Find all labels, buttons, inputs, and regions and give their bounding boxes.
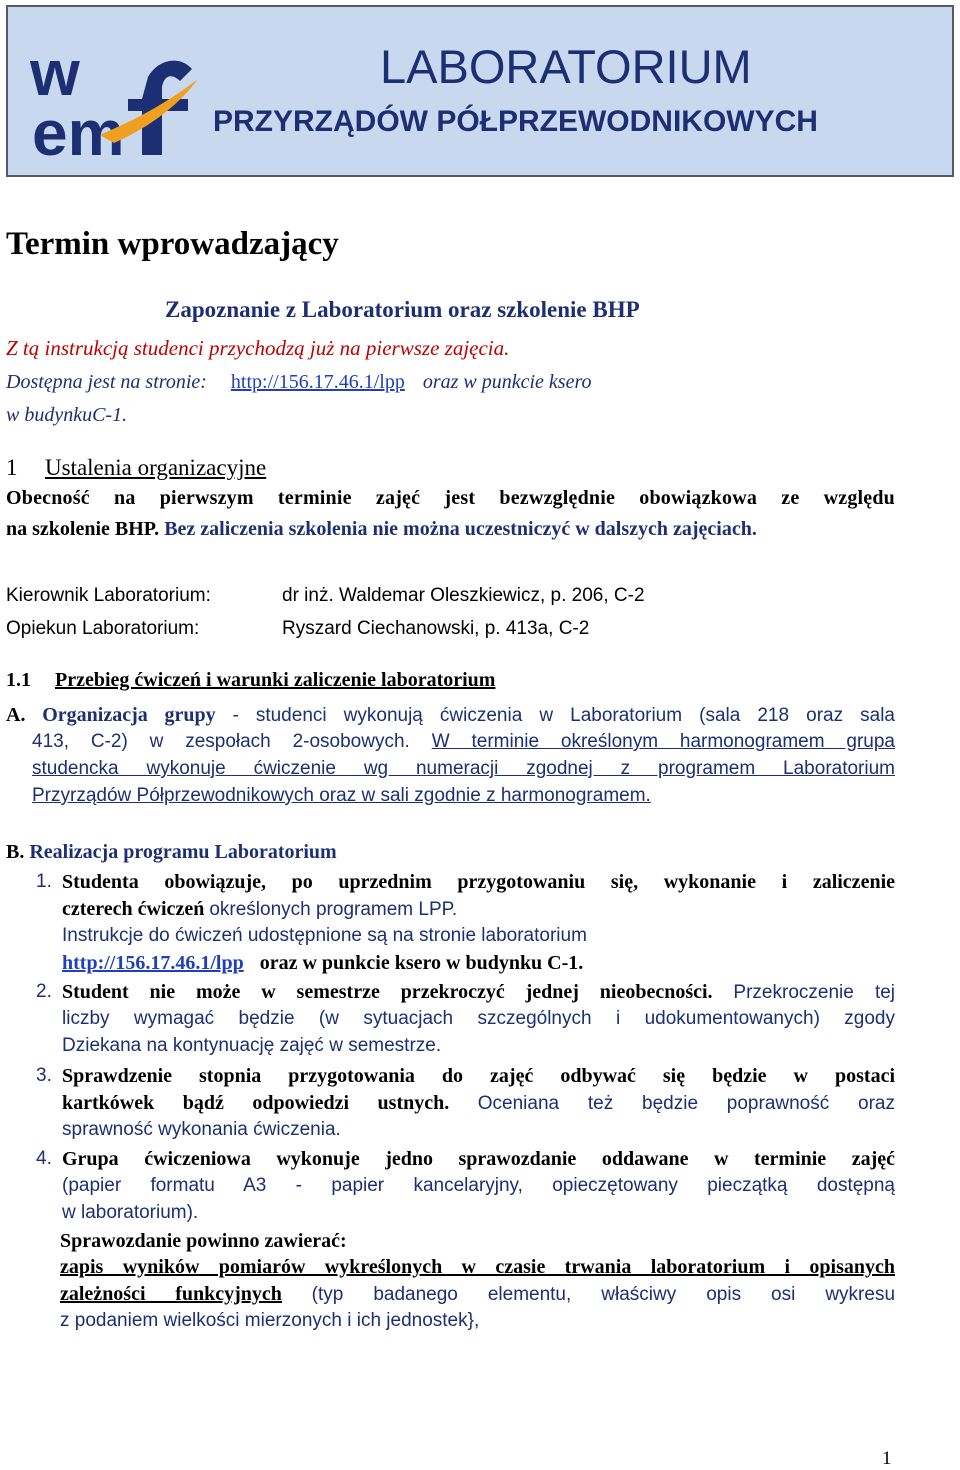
availability-suffix: oraz w punkcie ksero [422, 371, 592, 393]
item-2-exceed: Przekroczenie tej [733, 982, 896, 1003]
item-3-grading: Oceniana też będzie poprawność oraz [477, 1093, 895, 1114]
logo-letters-emf: em [32, 97, 125, 161]
item-1-program: określonych programem LPP. [209, 899, 458, 920]
lab-head-value: dr inż. Waldemar Oleszkiewicz, p. 206, C-2 [282, 585, 645, 606]
report-line-3: z podaniem wielkości mierzonych i ich jednostek}, [60, 1310, 480, 1331]
notice-text: Z tą instrukcją studenci przychodzą już na pierwsze zajęcia. [6, 336, 510, 360]
report-axis-description: (typ badanego elementu, właściwy opis osi wykresu [311, 1284, 896, 1305]
program-heading [6, 841, 337, 864]
item-1-line-4 [62, 952, 583, 975]
availability-prefix: Dostępna jest na stronie: [6, 371, 207, 393]
attendance-requirement: Bez zaliczenia szkolenia nie można uczestniczyć w dalszych zajęciach. [164, 518, 757, 540]
attendance-line-1: Obecność na pierwszym terminie zajęć jest bezwzględnie obowiązkowa ze względu [6, 487, 895, 509]
logo-letters-w: w [30, 39, 80, 109]
report-line-1: zapis wyników pomiarów wykreślonych w czasie trwania laboratorium i opisanych [60, 1256, 895, 1278]
group-org-title: Organizacja grupy [42, 704, 216, 726]
item-3-number: 3. [36, 1065, 52, 1086]
group-org-line-4: Przyrządów Półprzewodnikowych oraz w sali zgodnie z harmonogramem. [32, 785, 651, 806]
program-title: Realizacja programu Laboratorium [29, 841, 337, 863]
page-heading: Termin wprowadzający [6, 226, 339, 262]
group-org-schedule: W terminie określonym harmonogramem grupa [431, 731, 895, 752]
group-org-desc: - studenci wykonują ćwiczenia w Laboratorium (sala 218 oraz sala [232, 705, 895, 726]
item-4-line-1: Grupa ćwiczeniowa wykonuje jedno sprawozdanie oddawane w terminie zajęć [62, 1148, 895, 1170]
instructions-link[interactable]: http://156.17.46.1/lpp [62, 952, 244, 974]
program-letter: B. [6, 841, 25, 863]
item-2-number: 2. [36, 981, 52, 1002]
item-1-copy-point: oraz w punkcie ksero w budynku C-1. [259, 952, 584, 974]
item-2-line-1 [62, 981, 895, 1004]
item-4-number: 4. [36, 1148, 52, 1169]
item-2-absence-rule: Student nie może w semestrze przekroczyć jednej nieobecności. [62, 981, 713, 1003]
item-4-line-2: (papier formatu A3 - papier kancelaryjny, opieczętowany pieczątką dostępną [62, 1175, 895, 1196]
item-1-four-exercises: czterech ćwiczeń [62, 898, 205, 920]
item-1-line-1: Studenta obowiązuje, po uprzednim przygotowaniu się, wykonanie i zaliczenie [62, 871, 895, 893]
lab-tutor-label: Opiekun Laboratorium: [6, 618, 200, 639]
lab-head-label: Kierownik Laboratorium: [6, 585, 211, 606]
banner-subtitle: PRZYRZĄDÓW PÓŁPRZEWODNIKOWYCH [213, 105, 818, 138]
section-1-1-heading [6, 669, 495, 692]
attendance-bhp: na szkolenie BHP. [6, 518, 160, 540]
header-banner [6, 5, 954, 177]
report-line-2 [60, 1283, 895, 1306]
report-functional-dependencies: zależności funkcyjnych [60, 1283, 282, 1305]
banner-title: LABORATORIUM [380, 40, 752, 93]
group-org-line-1 [6, 704, 895, 727]
availability-line [6, 371, 592, 394]
item-3-quizzes: kartkówek bądź odpowiedzi ustnych. [62, 1092, 450, 1114]
item-1-number: 1. [36, 871, 52, 892]
lab-tutor-value: Ryszard Ciechanowski, p. 413a, C-2 [282, 618, 590, 639]
item-3-line-3: sprawność wykonania ćwiczenia. [62, 1119, 341, 1140]
item-4-line-3: w laboratorium). [62, 1202, 199, 1223]
group-org-line-3: studencka wykonuje ćwiczenie wg numeracji zgodnej z programem Laboratorium [32, 758, 895, 779]
page-number: 1 [882, 1448, 892, 1469]
attendance-line-2 [6, 518, 757, 541]
item-2-line-2: liczby wymagać będzie (w sytuacjach szczególnych i udokumentowanych) zgody [62, 1008, 895, 1029]
item-3-line-1: Sprawdzenie stopnia przygotowania do zajęć odbywać się będzie w postaci [62, 1065, 895, 1087]
section-1-number: 1 [6, 455, 18, 480]
item-3-line-2 [62, 1092, 895, 1115]
section-1-title: Ustalenia organizacyjne [45, 455, 267, 480]
group-org-letter: A. [6, 704, 26, 726]
group-org-line-2 [32, 731, 895, 753]
item-1-line-3: Instrukcje do ćwiczeń udostępnione są na stronie laboratorium [62, 925, 587, 946]
report-title: Sprawozdanie powinno zawierać: [60, 1230, 347, 1252]
section-1-1-number: 1.1 [6, 669, 31, 691]
section-1-heading [6, 455, 266, 481]
section-1-1-title: Przebieg ćwiczeń i warunki zaliczenie laboratorium [55, 669, 496, 691]
lab-website-link[interactable]: http://156.17.46.1/lpp [230, 371, 405, 393]
item-2-line-3: Dziekana na kontynuację zajęć w semestrze. [62, 1035, 442, 1056]
item-1-line-2 [62, 898, 457, 921]
availability-line-2: w budynkuC-1. [6, 404, 128, 426]
wemf-logo [30, 39, 206, 161]
group-org-rooms: 413, C-2) w zespołach 2-osobowych. [32, 731, 410, 752]
doc-subtitle: Zapoznanie z Laboratorium oraz szkolenie BHP [165, 297, 640, 322]
